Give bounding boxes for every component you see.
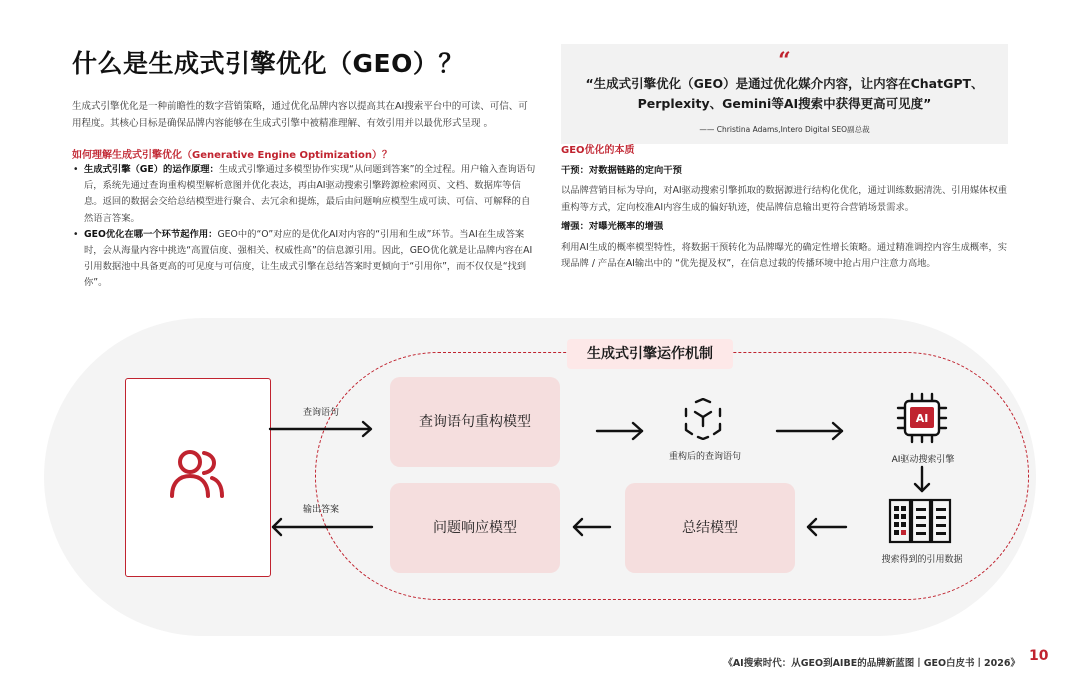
rewritten-query-icon bbox=[683, 398, 723, 440]
bullet-lead: GEO优化在哪一个环节起作用： bbox=[84, 228, 218, 240]
footer-title: 《AI搜索时代：从GEO到AIBE的品牌新蓝图丨GEO白皮书丨2026》 bbox=[723, 658, 1020, 669]
right-section-heading: GEO优化的本质 bbox=[561, 145, 635, 156]
query-rewrite-model-box: 查询语句重构模型 bbox=[390, 377, 560, 467]
summary-model-box: 总结模型 bbox=[625, 483, 795, 573]
arrow-label-query: 查询语句 bbox=[302, 408, 339, 418]
arrow-label-answer: 输出答案 bbox=[302, 505, 339, 515]
data-server-icon bbox=[888, 498, 952, 544]
bullet-text: GEO中的“O”对应的是优化AI对内容的“引用和生成”环节。当AI在生成答案时，会从海量内容中挑选“高置信度、强相关、权威性高”的信息源引用。因此，GEO优化就是让品牌内容在AI引用数据池中具备更高的可见度与可信度，让生成式引擎在总结答案时更倾向于“引用你”，而不仅仅是“找到你”。 bbox=[84, 228, 533, 289]
intro-paragraph: 生成式引擎优化是一种前瞻性的数字营销策略，通过优化品牌内容以提高其在AI搜索平台中的可读、可信、可用程度。其核心目标是确保品牌内容能够在生成式引擎中被精准理解、有效引用并以最优形式呈现 。 bbox=[72, 101, 528, 129]
right-sub-heading-1: 干预：对数据链路的定向干预 bbox=[561, 164, 682, 176]
mechanism-label: 生成式引擎运作机制 bbox=[567, 339, 733, 369]
ai-engine-label: AI驱动搜索引擎 bbox=[891, 455, 955, 465]
quote-author: —— Christina Adams,Intero Digital SEO副总裁 bbox=[699, 125, 870, 134]
ai-chip-icon bbox=[896, 392, 948, 444]
right-sub-heading-2: 增强：对曝光概率的增强 bbox=[561, 221, 664, 232]
left-section-heading: 如何理解生成式引擎优化（Generative Engine Optimization）？ bbox=[72, 150, 392, 161]
right-paragraph-2: 利用AI生成的概率模型特性，将数据干预转化为品牌曝光的确定性增长策略。通过精准调控内容生成概率，实现品牌 / 产品在AI输出中的 “优先提及权”，在信息过载的传播环境中抢占用户注意力高地。 bbox=[561, 241, 1008, 269]
rewritten-query-label: 重构后的查询语句 bbox=[668, 452, 741, 462]
ai-chip-text: AI bbox=[915, 412, 929, 425]
quote-text: “生成式引擎优化（GEO）是通过优化媒介内容，让内容在ChatGPT、Perplexity、Gemini等AI搜索中获得更高可见度” bbox=[585, 76, 984, 111]
bullet-lead: 生成式引擎（GE）的运作原理： bbox=[84, 164, 219, 175]
retrieved-data-label: 搜索得到的引用数据 bbox=[881, 555, 963, 565]
quote-mark-icon: “ bbox=[778, 48, 791, 74]
page-number: 10 bbox=[1029, 648, 1049, 664]
answer-model-box: 问题响应模型 bbox=[390, 483, 560, 573]
right-paragraph-1: 以品牌营销目标为导向，对AI驱动搜索引擎抓取的数据源进行结构化优化，通过训练数据清洗、引用媒体权重重构等方式，定向校准AI内容生成的偏好轨迹，使品牌信息输出更符合营销场景需求。 bbox=[561, 185, 1008, 213]
page-title: 什么是生成式引擎优化（GEO）？ bbox=[72, 49, 464, 78]
bullet-text: 生成式引擎通过多模型协作实现“从问题到答案”的全过程。用户输入查询语句后，系统先通过查询重构模型解析意图并优化表达，再由AI驱动搜索引擎跨源检索网页、文档、数据库等信息。返回的数据会交给总结模型进行聚合、去冗余和提炼，最后由问题响应模型生成可读、可信、可解释的自然语言答案。 bbox=[84, 164, 536, 224]
